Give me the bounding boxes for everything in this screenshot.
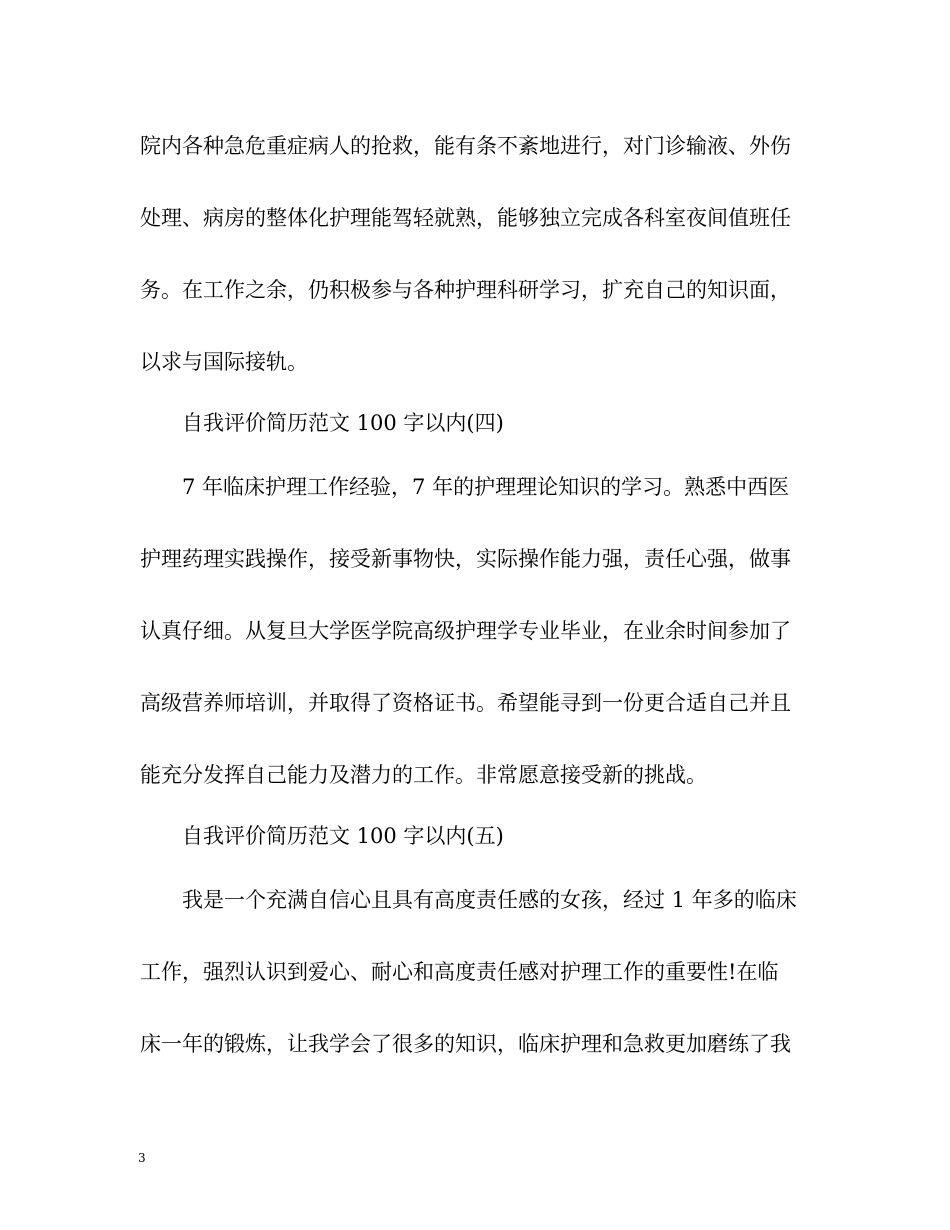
paragraph-line: 以求与国际接轨。 — [140, 350, 308, 374]
paragraph-line: 床一年的锻炼，让我学会了很多的知识，临床护理和急救更加磨练了我 — [140, 1032, 791, 1056]
paragraph-line: 处理、病房的整体化护理能驾轻就熟，能够独立完成各科室夜间值班任 — [140, 206, 791, 230]
paragraph-line: 高级营养师培训，并取得了资格证书。希望能寻到一份更合适自己并且 — [140, 691, 791, 715]
section-heading-5: 自我评价简历范文 100 字以内(五) — [182, 824, 504, 848]
paragraph-line: 能充分发挥自己能力及潜力的工作。非常愿意接受新的挑战。 — [140, 763, 707, 787]
paragraph-line: 护理药理实践操作，接受新事物快，实际操作能力强，责任心强，做事 — [140, 547, 791, 571]
paragraph-line: 工作，强烈认识到爱心、耐心和高度责任感对护理工作的重要性!在临 — [140, 960, 779, 984]
page-number: 3 — [138, 1151, 146, 1165]
paragraph-line: 院内各种急危重症病人的抢救，能有条不紊地进行，对门诊输液、外伤 — [140, 134, 791, 158]
section-heading-4: 自我评价简历范文 100 字以内(四) — [182, 411, 504, 435]
paragraph-line: 务。在工作之余，仍积极参与各种护理科研学习，扩充自己的知识面， — [140, 278, 791, 302]
paragraph-line: 我是一个充满自信心且具有高度责任感的女孩，经过 1 年多的临床 — [182, 888, 797, 912]
paragraph-line: 认真仔细。从复旦大学医学院高级护理学专业毕业，在业余时间参加了 — [140, 619, 791, 643]
paragraph-line: 7 年临床护理工作经验，7 年的护理理论知识的学习。熟悉中西医 — [182, 475, 790, 499]
